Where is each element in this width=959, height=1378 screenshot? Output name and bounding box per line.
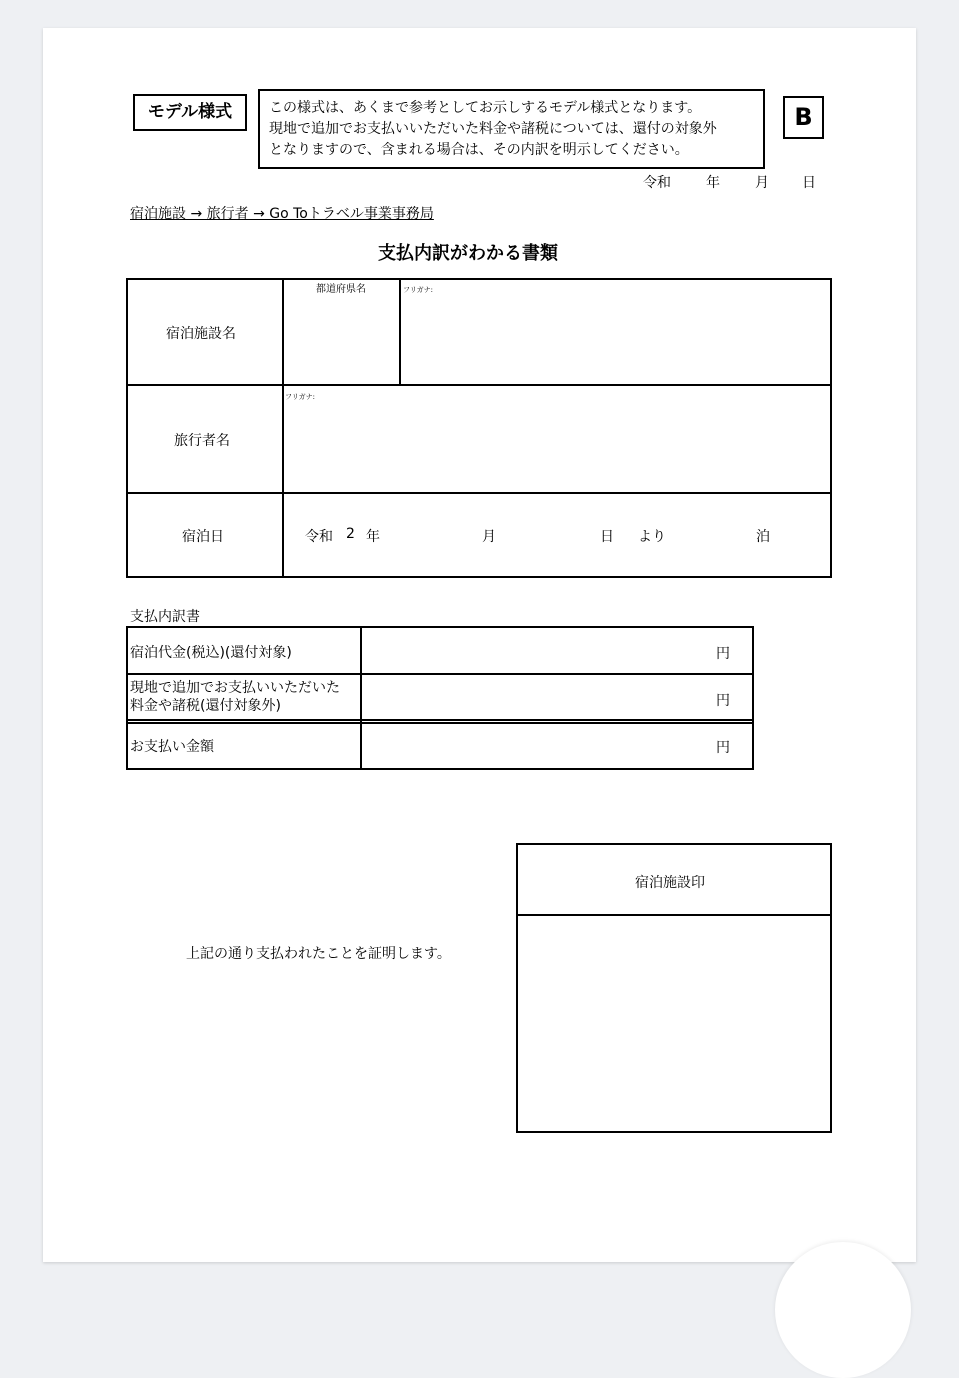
- notice-line: 現地で追加でお支払いいただいた料金や諸税については、還付の対象外: [269, 121, 717, 137]
- form-letter: B: [783, 96, 824, 139]
- stay-day: 日: [600, 529, 614, 545]
- traveler-name-field[interactable]: [285, 402, 830, 491]
- stay-year-number: 2: [346, 526, 355, 542]
- model-form-badge: モデル様式: [133, 94, 247, 131]
- stay-month: 月: [482, 529, 496, 545]
- yen-unit: 円: [716, 646, 730, 662]
- notice-box: [258, 89, 765, 169]
- date-era: 令和: [643, 175, 671, 191]
- stay-from: より: [638, 529, 666, 545]
- breakdown-heading: 支払内訳書: [130, 609, 200, 625]
- yen-unit: 円: [716, 740, 730, 756]
- date-year: 年: [706, 175, 720, 191]
- notice-line: となりますので、含まれる場合は、その内訳を明示してください。: [269, 142, 689, 158]
- stay-year: 年: [366, 529, 380, 545]
- date-day: 日: [802, 175, 816, 191]
- prefecture-label: 都道府県名: [316, 284, 366, 295]
- facility-name-field[interactable]: [402, 295, 830, 383]
- date-month: 月: [755, 175, 769, 191]
- stamp-label: 宿泊施設印: [635, 875, 705, 891]
- traveler-name-label: 旅行者名: [174, 433, 230, 449]
- floating-action-button[interactable]: [775, 1242, 911, 1378]
- submission-flow: 宿泊施設 → 旅行者 → Go Toトラベル事業事務局: [130, 206, 434, 222]
- stay-nights: 泊: [756, 529, 770, 545]
- breakdown-row-label: お支払い金額: [130, 739, 214, 755]
- facility-name-label: 宿泊施設名: [166, 326, 236, 342]
- stay-era: 令和: [305, 529, 333, 545]
- breakdown-row-label: 宿泊代金(税込)(還付対象): [130, 645, 292, 661]
- furigana-label: フリガナ:: [285, 393, 316, 401]
- yen-unit: 円: [716, 693, 730, 709]
- prefecture-field[interactable]: [285, 290, 398, 383]
- notice-line: この様式は、あくまで参考としてお示しするモデル様式となります。: [269, 100, 702, 116]
- stay-date-label: 宿泊日: [182, 529, 224, 545]
- page-title: 支払内訳がわかる書類: [378, 243, 558, 264]
- furigana-label: フリガナ:: [403, 286, 434, 294]
- breakdown-row-label: 現地で追加でお支払いいただいた 料金や諸税(還付対象外): [130, 680, 340, 714]
- certification-text: 上記の通り支払われたことを証明します。: [186, 946, 451, 962]
